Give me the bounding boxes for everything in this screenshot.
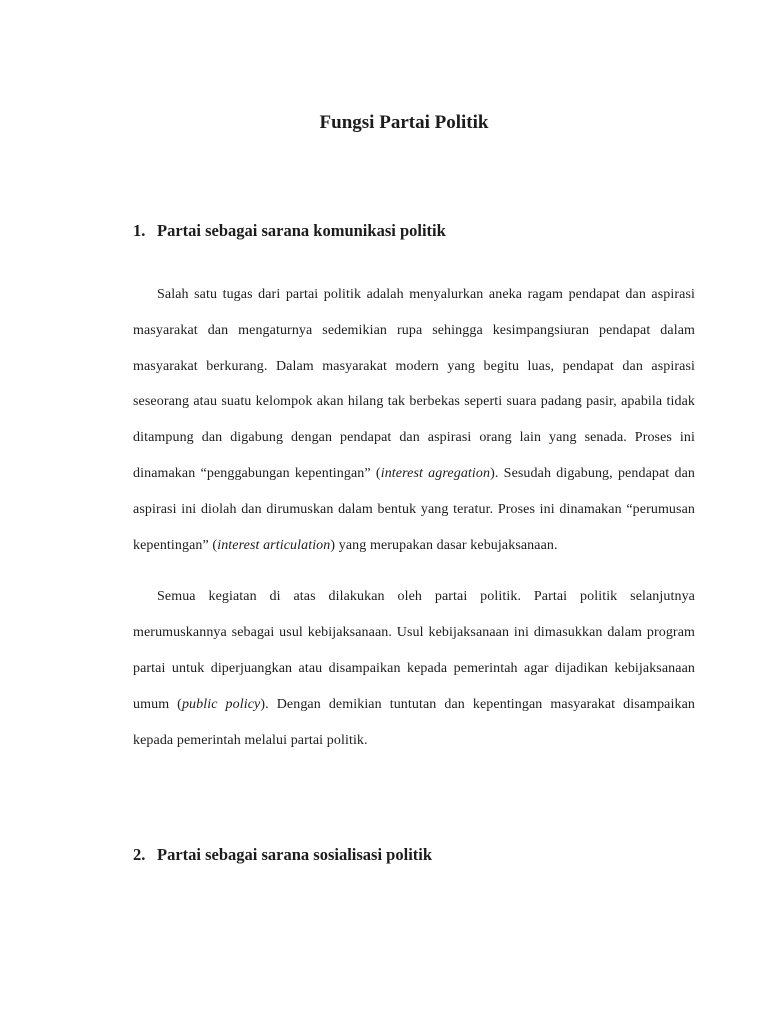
italic-term-public-policy: public policy [181,696,261,712]
italic-term-interest-articulation: interest articulation [217,537,331,553]
document-title: Fungsi Partai Politik [319,112,489,133]
paragraph-1-text-2: ). Sesudah digabung, pendapat dan aspirasi ini diolah dan dirumuskan dalam bentuk yang teratur. Proses ini dinamakan “perumusan kepentingan” ( [133,465,696,553]
italic-term-interest-agregation: interest agregation [380,465,491,481]
paragraph-2 [133,579,695,758]
section-number-1: 1. [133,221,146,240]
paragraph-2-text-1: Semua kegiatan di atas dilakukan oleh partai politik. Partai politik selanjutnya merumuskannya sebagai usul kebijaksanaan. Usul kebijaksanaan ini dimasukkan dalam program partai untuk diperjuangkan atau disampaikan kepada pemerintah agar dijadikan kebijaksanaan umum ( [133,589,695,712]
paragraph-1-text-3: ) yang merupakan dasar kebujaksanaan. [330,537,558,553]
section-heading-text-2: Partai sebagai sarana sosialisasi politik [157,845,433,865]
paragraph-1-text-1: Salah satu tugas dari partai politik adalah menyalurkan aneka ragam pendapat dan aspirasi masyarakat dan mengaturnya sedemikian rupa sehingga kesimpangsiuran pendapat dalam masyarakat berkurang. Dalam masyarakat modern yang begitu luas, pendapat dan aspirasi seseorang atau suatu kelompok akan hilang tak berbekas seperti suara padang pasir, apabila tidak ditampung dan digabung dengan pendapat dan aspirasi orang lain yang senada. Proses ini dinamakan “penggabungan kepentingan” ( [133,287,695,481]
section-heading-2 [133,843,695,867]
paragraph-2-text-2: ). Dengan demikian tuntutan dan kepentingan masyarakat disampaikan kepada pemerintah melalui partai politik. [133,696,695,748]
section-number-2: 2. [133,845,146,865]
paragraph-1 [133,277,695,563]
section-heading-1 [133,219,695,243]
section-heading-text-1: Partai sebagai sarana komunikasi politik [157,221,446,240]
